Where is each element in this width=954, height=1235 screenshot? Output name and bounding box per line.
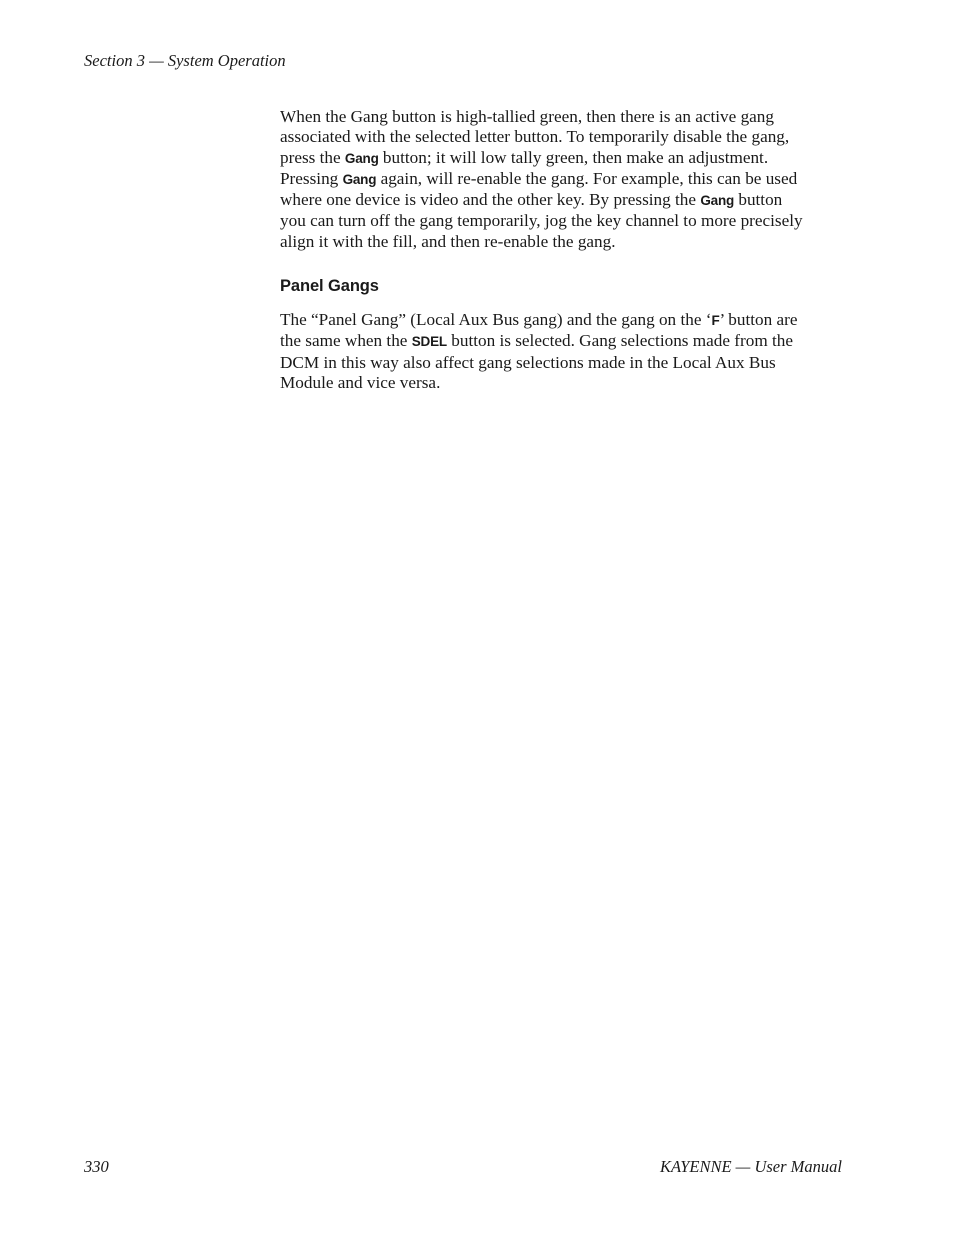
text-run: button; it will low tally green, then make an adjustment.	[378, 147, 769, 167]
paragraph-gang-disable	[280, 107, 846, 252]
text-run: the same when the	[280, 331, 412, 351]
text-line	[280, 148, 846, 169]
text-line: associated with the selected letter button. To temporarily disable the gang,	[280, 127, 790, 147]
text-line: align it with the fill, and then re-enable the gang.	[280, 231, 616, 251]
sdel-button-keyword: SDEL	[411, 334, 447, 350]
gang-button-keyword: Gang	[344, 150, 379, 166]
text-line	[280, 190, 846, 211]
text-run: press the	[280, 147, 345, 167]
text-run: ’ button are	[719, 310, 798, 330]
page-content	[280, 107, 846, 393]
text-line	[280, 169, 846, 190]
text-run: button	[734, 190, 783, 210]
text-run: Pressing	[280, 168, 343, 188]
text-run: where one device is video and the other key. By pressing the	[280, 190, 701, 210]
paragraph-panel-gangs	[280, 310, 846, 393]
gang-button-keyword: Gang	[342, 171, 377, 187]
page-number: 330	[84, 1157, 109, 1176]
text-line	[280, 331, 846, 352]
text-line: Module and vice versa.	[280, 372, 441, 392]
text-line: DCM in this way also affect gang selections made in the Local Aux Bus	[280, 352, 776, 372]
manual-title: KAYENNE — User Manual	[660, 1157, 842, 1176]
text-run: The “Panel Gang” (Local Aux Bus gang) and the gang on the ‘	[280, 310, 712, 330]
text-line	[280, 310, 846, 331]
running-header: Section 3 — System Operation	[84, 51, 286, 70]
text-run: button is selected. Gang selections made from the	[446, 331, 793, 351]
text-line: you can turn off the gang temporarily, jog the key channel to more precisely	[280, 211, 803, 231]
gang-button-keyword: Gang	[700, 193, 735, 209]
text-line: When the Gang button is high-tallied green, then there is an active gang	[280, 107, 774, 126]
text-run: again, will re-enable the gang. For example, this can be used	[376, 168, 798, 188]
section-heading: Panel Gangs	[280, 277, 379, 296]
f-button-keyword: F	[711, 313, 720, 329]
